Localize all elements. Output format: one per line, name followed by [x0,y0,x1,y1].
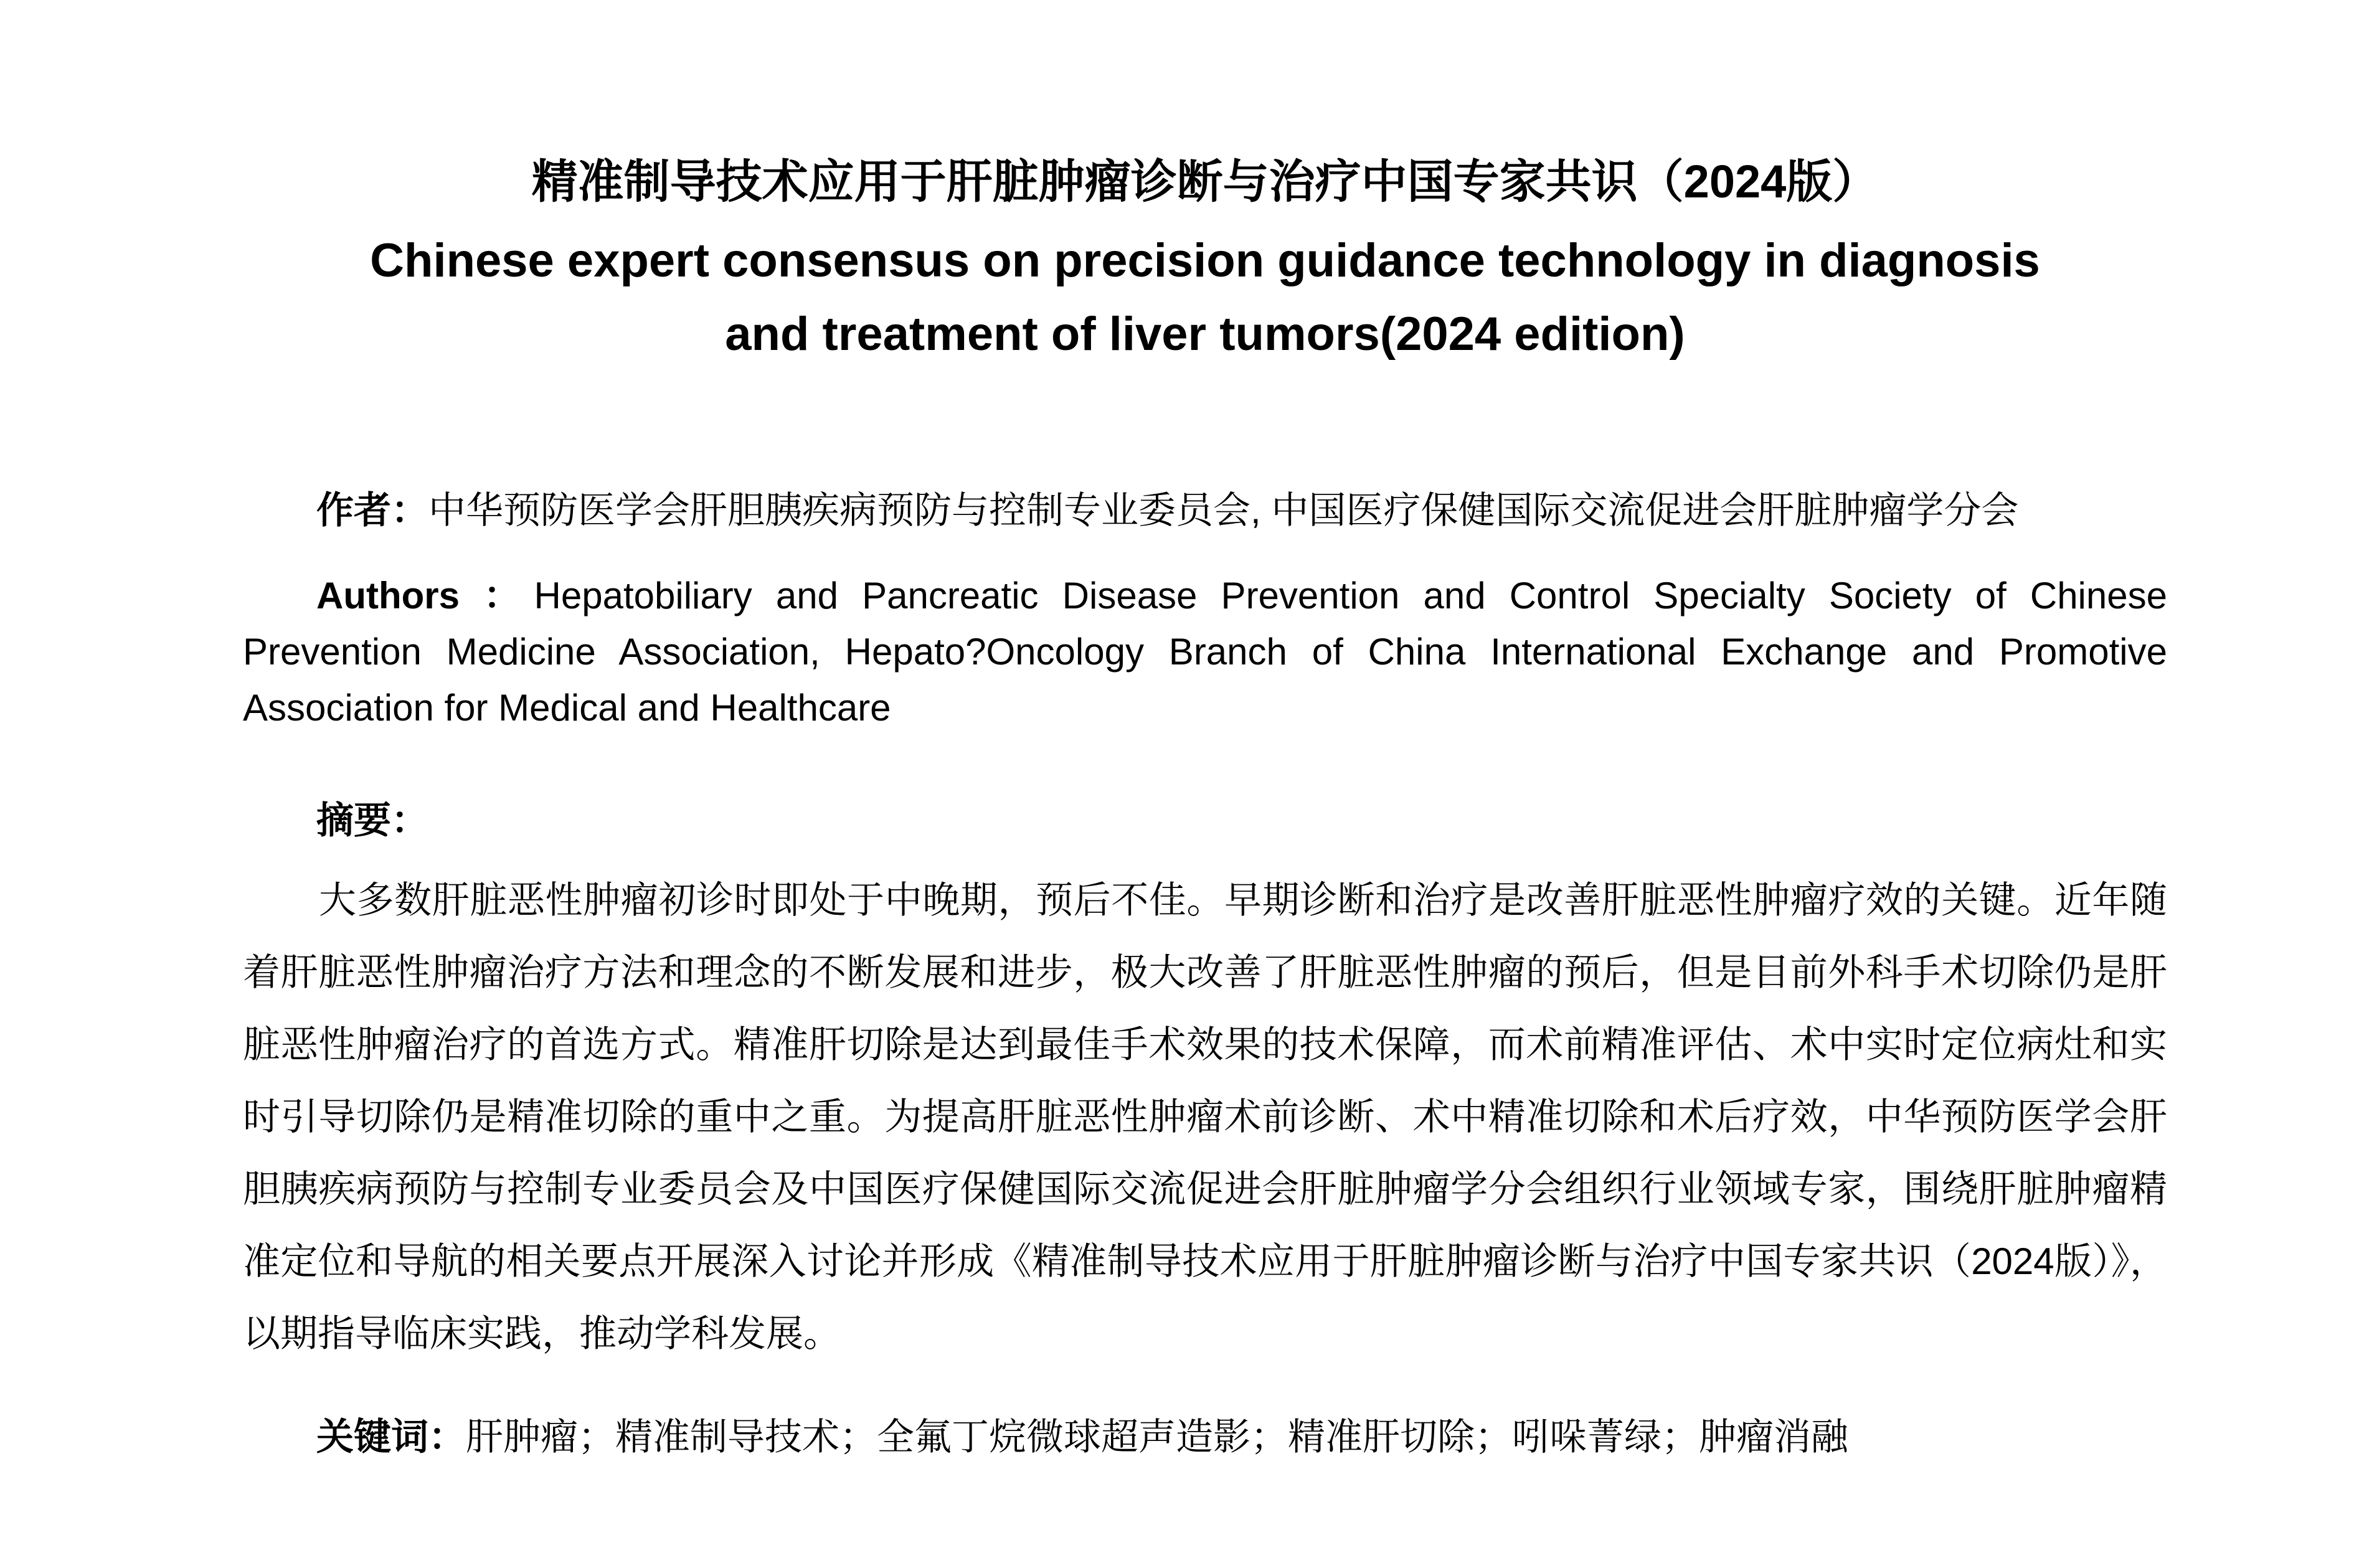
keywords-line [243,1411,2167,1463]
abstract-label: 摘要： [316,800,428,841]
authors-english-label: Authors ： [316,575,534,616]
abstract-text: 大多数肝脏恶性肿瘤初诊时即处于中晚期，预后不佳。早期诊断和治疗是改善肝脏恶性肿瘤疗效的关键。近年随着肝脏恶性肿瘤治疗方法和理念的不断发展和进步，极大改善了肝脏恶性肿瘤的预后，但是目前外科手术切除仍是肝脏恶性肿瘤治疗的首选方式。精准肝切除是达到最佳手术效果的技术保障，而术前精准评估、术中实时定位病灶和实时引导切除仍是精准切除的重中之重。为提高肝脏恶性肿瘤术前诊断、术中精准切除和术后疗效，中华预防医学会肝胆胰疾病预防与控制专业委员会及中国医疗保健国际交流促进会肝脏肿瘤学分会组织行业领域专家，围绕肝脏肿瘤精准定位和导航的相关要点开展深入讨论并形成《精准制导技术应用于肝脏肿瘤诊断与治疗中国专家共识（2024版）》，以期指导临床实践，推动学科发展。 [243,879,2167,1354]
title-english-line-1: Chinese expert consensus on precision guidance technology in diagnosis [370,234,2040,287]
title-chinese: 精准制导技术应用于肝脏肿瘤诊断与治疗中国专家共识（2024版） [531,156,1879,207]
authors-chinese-label: 作者： [316,489,428,531]
authors-english-text: Hepatobiliary and Pancreatic Disease Prevention and Control Specialty Society of Chinese Prevention Medicine Association, Hepato?Oncology Branch of China International Exchange and Promotive Association for Medical and Healthcare [243,575,2167,729]
keywords-label: 关键词： [316,1416,466,1458]
authors-english-paragraph [243,568,2167,736]
title-english-line-2: and treatment of liver tumors(2024 edition) [725,308,1685,361]
abstract-heading [243,795,2167,847]
authors-chinese-line [243,484,2167,537]
title-english [243,224,2167,371]
authors-chinese-text: 中华预防医学会肝胆胰疾病预防与控制专业委员会, 中国医疗保健国际交流促进会肝脏肿瘤学分会 [428,489,2019,531]
keywords-text: 肝肿瘤；精准制导技术；全氟丁烷微球超声造影；精准肝切除；吲哚菁绿；肿瘤消融 [466,1416,1848,1458]
